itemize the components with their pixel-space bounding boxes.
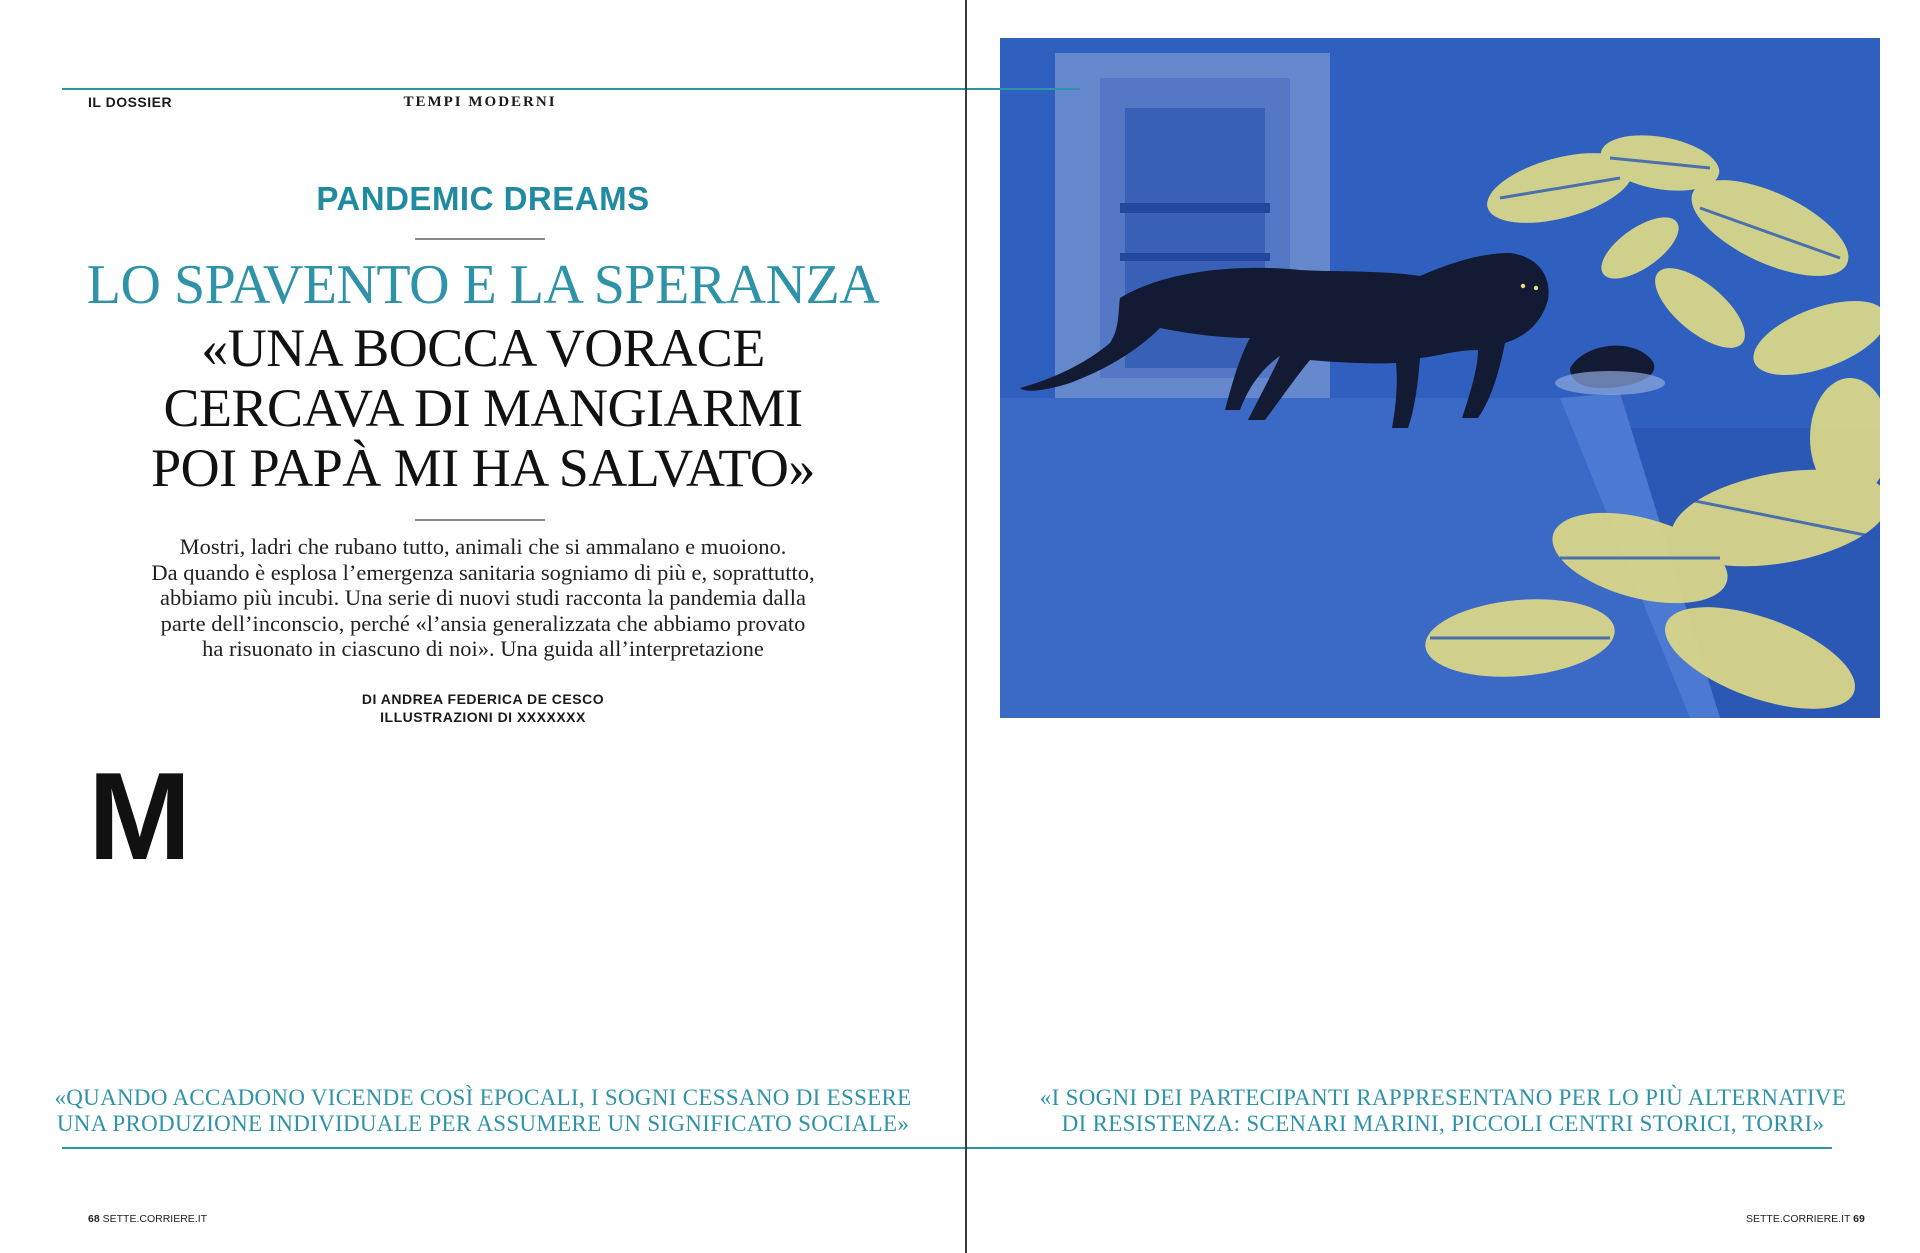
page-number: 68 [88,1213,100,1225]
lead-line: ha risuonato in ciascuno di noi». Una guida all’interpretazione [202,636,764,661]
bottom-rule [62,1147,1832,1149]
headline: LO SPAVENTO E LA SPERANZA [86,254,880,316]
lead-line: abbiamo più incubi. Una serie di nuovi studi racconta la pandemia dalla [159,585,807,610]
lead-line: parte dell’inconscio, perché «l’ansia generalizzata che abbiamo provato [160,610,806,636]
dossier-kicker: IL DOSSIER [88,94,173,110]
pull-quote-line: «I SOGNI DEI PARTECIPANTI RAPPRESENTANO PER LO PIÙ ALTERNATIVE [1039,1085,1847,1110]
quote-line: CERCAVA DI MANGIARMI [163,378,803,438]
drop-cap: M [88,748,192,886]
byline-illustrations: ILLUSTRAZIONI DI XXXXXXX [380,709,586,725]
section-title: PANDEMIC DREAMS [316,180,650,217]
site-name: SETTE.CORRIERE.IT [1746,1213,1851,1225]
quote-headline [0,318,966,498]
lead-line: Mostri, ladri che rubano tutto, animali che si ammalano e muoiono. [179,534,787,559]
title-divider [415,238,545,240]
lead-line: Da quando è esplosa l’emergenza sanitaria sogniamo di più e, soprattutto, [151,559,815,585]
folio-right [1746,1213,1865,1225]
pull-quote-line: «QUANDO ACCADONO VICENDE COSÌ EPOCALI, I SOGNI CESSANO DI ESSERE [54,1085,912,1110]
site-name: SETTE.CORRIERE.IT [102,1213,208,1225]
byline-author: DI ANDREA FEDERICA DE CESCO [361,691,605,707]
quote-line: POI PAPÀ MI HA SALVATO» [151,438,815,498]
headline-divider [415,519,545,521]
page-number: 69 [1853,1213,1865,1225]
page-gutter [965,0,967,1253]
folio-left [88,1213,207,1225]
pull-quote-left [40,1085,926,1137]
pull-quote-line: UNA PRODUZIONE INDIVIDUALE PER ASSUMERE UN SIGNIFICATO SOCIALE» [56,1111,910,1136]
byline [0,690,966,726]
panther-illustration [1000,38,1880,718]
top-rule [62,88,1080,90]
pull-quote-right [1000,1085,1886,1137]
section-kicker: TEMPI MODERNI [403,94,557,110]
quote-line: «UNA BOCCA VORACE [201,318,765,378]
lead-paragraph [100,534,866,662]
pull-quote-line: DI RESISTENZA: SCENARI MARINI, PICCOLI CENTRI STORICI, TORRI» [1061,1111,1825,1136]
